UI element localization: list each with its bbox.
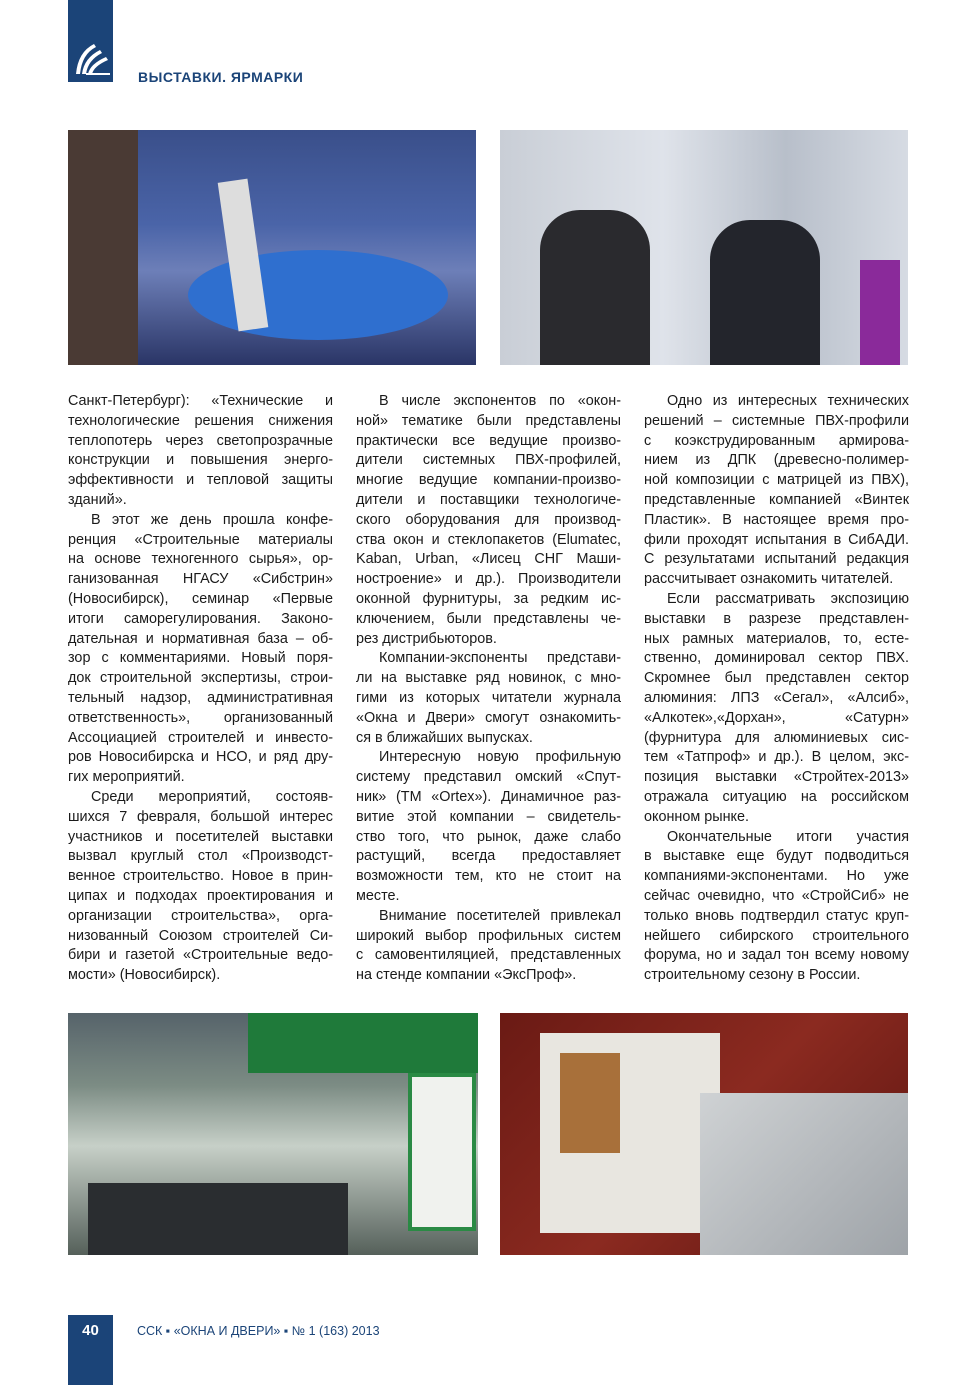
paragraph-line: ностроение» и др.). Производители bbox=[356, 571, 621, 588]
paragraph-line: Среди мероприятий, состояв- bbox=[91, 788, 333, 805]
paragraph-line: на стенде компании «ЭксПроф». bbox=[356, 967, 577, 984]
paragraph-line: зданий». bbox=[68, 491, 127, 508]
paragraph-line: возможности тем, кто не стоит на bbox=[356, 868, 621, 885]
paragraph-line: Интересную новую профильную bbox=[379, 749, 621, 766]
paragraph-line: Kaban, Urban, «Лисец СНГ Маши- bbox=[356, 551, 621, 568]
paragraph-line: Ассоциацией строителей и инвесто- bbox=[68, 729, 333, 746]
paragraph-line: ства окон и стеклопакетов (Elumatec, bbox=[356, 531, 621, 548]
section-title: ВЫСТАВКИ. ЯРМАРКИ bbox=[138, 69, 304, 85]
paragraph-line: компаниями-экспонентами. Но уже bbox=[644, 868, 909, 885]
paragraph-line: отражала ситуацию на российском bbox=[644, 788, 909, 805]
paragraph-line: с самовентиляцией, представленных bbox=[356, 947, 621, 964]
paragraph-line: фили проходят испытания в СибАДИ. bbox=[644, 531, 909, 548]
paragraph-line: технологические решения снижения bbox=[68, 412, 333, 429]
paragraph-line: конструкции и повышения энерго- bbox=[68, 452, 333, 469]
text-column-2 bbox=[356, 392, 621, 986]
paragraph-line: док строительной экспертизы, строи- bbox=[68, 670, 333, 687]
paragraph-line: «Окна и Двери» смогут ознакомить- bbox=[356, 709, 621, 726]
paragraph-line: (Новосибирск), семинар «Первые bbox=[68, 590, 333, 607]
paragraph-line: ственно, доминировал сектор ПВХ. bbox=[644, 650, 909, 667]
paragraph-line: Пластик». В настоящее время про- bbox=[644, 511, 909, 528]
paragraph-line: сейчас очевидно, что «СтройСиб» не bbox=[644, 887, 909, 904]
paragraph-line: тем «Татпроф» и др.). В целом, экс- bbox=[644, 749, 909, 766]
paragraph-line: тельный надзор, административная bbox=[68, 689, 333, 706]
paragraph-line: С результатами испытаний редакция bbox=[644, 551, 909, 568]
photo-profile-demonstration bbox=[68, 130, 476, 365]
paragraph-line: Санкт-Петербург): «Технические и bbox=[68, 393, 333, 409]
paragraph-line: вызвал круглый стол «Производст- bbox=[68, 848, 333, 865]
paragraph-line: форума, но и задал тон всему новому bbox=[644, 947, 909, 964]
paragraph-line: итоги саморегулирования. Законо- bbox=[68, 610, 333, 627]
paragraph-line: Скромнее был представлен сектор bbox=[644, 670, 909, 687]
paragraph-line: Компании-экспоненты представи- bbox=[379, 650, 621, 667]
paragraph-line: позиция выставки «Стройтех-2013» bbox=[644, 769, 909, 786]
paragraph-line: «Алкотек»,«Дорхан», «Сатурн» bbox=[644, 709, 909, 726]
paragraph-line: на основе техногенного сырья», ор- bbox=[68, 551, 333, 568]
paragraph-line: зор с комментариями. Новый поря- bbox=[68, 650, 333, 667]
paragraph-line: практически все ведущие произво- bbox=[356, 432, 621, 449]
paragraph-line: систему представил омский «Спут- bbox=[356, 769, 621, 786]
paragraph-line: с коэкструдированным армирова- bbox=[644, 432, 909, 449]
paragraph-line: ского оборудования для производ- bbox=[356, 511, 621, 528]
paragraph-line: в выставке еще будут подводиться bbox=[644, 848, 909, 865]
paragraph-line: ных рамных материалов, то, есте- bbox=[644, 630, 909, 647]
paragraph-line: Окончательные итоги участия bbox=[667, 828, 909, 845]
paragraph-line: ганизованная НГАСУ «Сибстрин» bbox=[68, 571, 333, 588]
paragraph-line: ной композиции с матрицей из ПВХ), bbox=[644, 472, 909, 489]
text-column-3 bbox=[644, 392, 909, 986]
paragraph-line: ной» тематике были представлены bbox=[356, 412, 621, 429]
paragraph-line: ли на выставке ряд новинок, с мно- bbox=[356, 670, 621, 687]
paragraph-line: ренция «Строительные материалы bbox=[68, 531, 333, 548]
paragraph-line: Если рассматривать экспозицию bbox=[667, 590, 909, 607]
paragraph-line: широкий выбор профильных систем bbox=[356, 927, 621, 944]
paragraph-line: месте. bbox=[356, 887, 400, 904]
paragraph-line: оконном рынке. bbox=[644, 808, 750, 825]
paragraph-line: В числе экспонентов по «окон- bbox=[379, 393, 621, 409]
paragraph-line: низованный Союзом строителей Си- bbox=[68, 927, 333, 944]
photo-exhibition-conversation bbox=[500, 130, 908, 365]
paragraph-line: ответственность», организованный bbox=[68, 709, 333, 726]
paragraph-line: алюминия: ЛПЗ «Сегал», «Алсиб», bbox=[644, 689, 909, 706]
paragraph-line: только вновь подтвердил статус круп- bbox=[644, 907, 909, 924]
text-column-1 bbox=[68, 392, 333, 986]
paragraph-line: ство того, что рынок, даже слабо bbox=[356, 828, 621, 845]
paragraph-line: оконной фурнитуры, за редким ис- bbox=[356, 590, 621, 607]
paragraph-line: выставки в разрезе представлен- bbox=[644, 610, 909, 627]
paragraph-line: нейшего сибирского строительного bbox=[644, 927, 909, 944]
page-number: 40 bbox=[82, 1322, 99, 1339]
paragraph-line: Внимание посетителей привлекал bbox=[379, 907, 621, 924]
paragraph-line: (фурнитура для алюминиевых сис- bbox=[644, 729, 909, 746]
photo-ortex-stand bbox=[68, 1013, 478, 1255]
paragraph-line: многие ведущие компании-произво- bbox=[356, 472, 621, 489]
paragraph-line: дители системных ПВХ-профилей, bbox=[356, 452, 621, 469]
paragraph-line: участников и посетителей выставки bbox=[68, 828, 333, 845]
paragraph-line: В этот же день прошла конфе- bbox=[91, 511, 333, 528]
paragraph-line: мости» (Новосибирск). bbox=[68, 967, 221, 984]
paragraph-line: представленные компанией «Винтек bbox=[644, 491, 909, 508]
paragraph-line: ципах и подходах проектирования и bbox=[68, 887, 333, 904]
paragraph-line: рассчитывает ознакомить читателей. bbox=[644, 571, 894, 588]
paragraph-line: эффективности и тепловой защиты bbox=[68, 472, 333, 489]
paragraph-line: решений – системные ПВХ-профили bbox=[644, 412, 909, 429]
paragraph-line: витие этой компании – свидетель- bbox=[356, 808, 621, 825]
photo-pvc-profile-cross-section bbox=[500, 1013, 908, 1255]
paragraph-line: шихся 7 февраля, большой интерес bbox=[68, 808, 333, 825]
magazine-logo-icon bbox=[72, 36, 112, 78]
paragraph-line: гими из которых читатели журнала bbox=[356, 689, 621, 706]
paragraph-line: дательная и нормативная база – об- bbox=[68, 630, 333, 647]
paragraph-line: Одно из интересных технических bbox=[667, 393, 909, 409]
paragraph-line: ров Новосибирска и НСО, и ряд дру- bbox=[68, 749, 333, 766]
paragraph-line: ник» (ТМ «Ortex»). Динамичное раз- bbox=[356, 788, 621, 805]
paragraph-line: организации строительства», орга- bbox=[68, 907, 333, 924]
paragraph-line: гих мероприятий. bbox=[68, 769, 185, 786]
paragraph-line: дители и поставщики технологиче- bbox=[356, 491, 621, 508]
paragraph-line: венное строительство. Новое в прин- bbox=[68, 868, 333, 885]
paragraph-line: ся в ближайших выпусках. bbox=[356, 729, 533, 746]
paragraph-line: теплопотерь через светопрозрачные bbox=[68, 432, 333, 449]
paragraph-line: бири и газетой «Строительные ведо- bbox=[68, 947, 333, 964]
paragraph-line: нием из ДПК (древесно-полимер- bbox=[644, 452, 909, 469]
paragraph-line: строительному сезону в России. bbox=[644, 967, 861, 984]
journal-issue-info: ССК ▪ «ОКНА И ДВЕРИ» ▪ № 1 (163) 2013 bbox=[137, 1324, 380, 1338]
paragraph-line: ключением, были представлены че- bbox=[356, 610, 621, 627]
paragraph-line: растущий, всегда предоставляет bbox=[356, 848, 621, 865]
paragraph-line: рез дистрибьюторов. bbox=[356, 630, 497, 647]
